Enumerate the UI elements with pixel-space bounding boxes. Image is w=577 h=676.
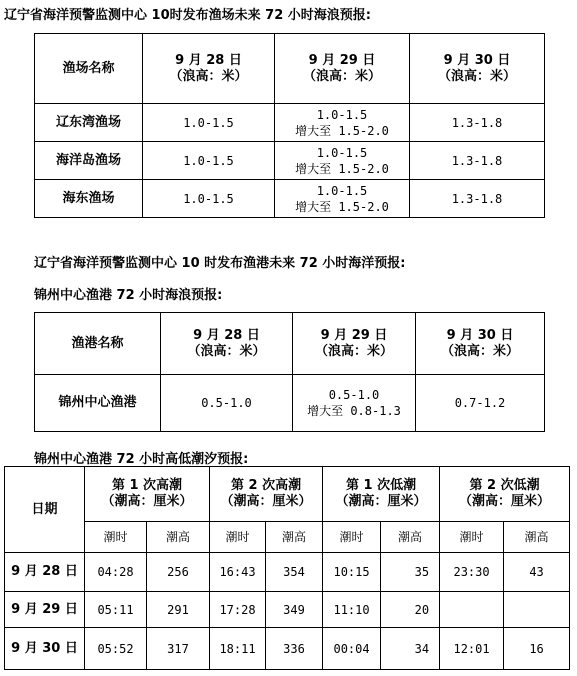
tide-height-header: 潮高 bbox=[381, 522, 440, 553]
tide-time-header: 潮时 bbox=[323, 522, 381, 553]
table-row: 锦州中心渔港 0.5-1.0 0.5-1.0 增大至 0.8-1.3 0.7-1.2 bbox=[35, 375, 545, 432]
tide-height-header: 潮高 bbox=[147, 522, 210, 553]
port-date-header-29: 9 月 29 日 （浪高：米） bbox=[293, 313, 416, 375]
fishery-date-header-28: 9 月 28 日 （浪高：米） bbox=[143, 34, 275, 104]
port-forecast-title: 辽宁省海洋预警监测中心 10 时发布渔港未来 72 小时海洋预报: bbox=[34, 256, 406, 271]
port-name-header: 渔港名称 bbox=[35, 313, 161, 375]
tide-forecast-title: 锦州中心渔港 72 小时高低潮汐预报: bbox=[34, 452, 249, 467]
fishery-date-header-30: 9 月 30 日 （浪高：米） bbox=[410, 34, 545, 104]
fishery-wave-table bbox=[34, 33, 545, 218]
port-wave-table bbox=[34, 312, 545, 432]
tide-time-header: 潮时 bbox=[210, 522, 266, 553]
table-row: 9 月 29 日 05:11 291 17:28 349 11:10 20 bbox=[5, 592, 570, 628]
table-row: 9 月 28 日 04:28 256 16:43 354 10:15 35 23:30 43 bbox=[5, 553, 570, 592]
tide-date-header: 日期 bbox=[5, 467, 85, 553]
tide-group-header: 第 2 次低潮 （潮高：厘米） bbox=[440, 467, 570, 522]
tide-group-header: 第 2 次高潮 （潮高：厘米） bbox=[210, 467, 323, 522]
fishery-name-header: 渔场名称 bbox=[35, 34, 143, 104]
tide-time-header: 潮时 bbox=[85, 522, 147, 553]
fishery-forecast-title: 辽宁省海洋预警监测中心 10时发布渔场未来 72 小时海浪预报: bbox=[4, 8, 371, 23]
table-row: 9 月 30 日 05:52 317 18:11 336 00:04 34 12:01 16 bbox=[5, 628, 570, 670]
tide-table bbox=[4, 466, 570, 670]
tide-height-header: 潮高 bbox=[504, 522, 570, 553]
table-row: 海洋岛渔场 1.0-1.5 1.0-1.5 增大至 1.5-2.0 1.3-1.8 bbox=[35, 142, 545, 180]
tide-group-header: 第 1 次低潮 （潮高：厘米） bbox=[323, 467, 440, 522]
tide-height-header: 潮高 bbox=[266, 522, 323, 553]
table-row: 海东渔场 1.0-1.5 1.0-1.5 增大至 1.5-2.0 1.3-1.8 bbox=[35, 180, 545, 218]
port-date-header-28: 9 月 28 日 （浪高：米） bbox=[161, 313, 293, 375]
port-wave-title: 锦州中心渔港 72 小时海浪预报: bbox=[34, 288, 223, 303]
port-date-header-30: 9 月 30 日 （浪高：米） bbox=[416, 313, 545, 375]
table-row: 辽东湾渔场 1.0-1.5 1.0-1.5 增大至 1.5-2.0 1.3-1.8 bbox=[35, 104, 545, 142]
fishery-date-header-29: 9 月 29 日 （浪高：米） bbox=[275, 34, 410, 104]
tide-group-header: 第 1 次高潮 （潮高：厘米） bbox=[85, 467, 210, 522]
tide-time-header: 潮时 bbox=[440, 522, 504, 553]
